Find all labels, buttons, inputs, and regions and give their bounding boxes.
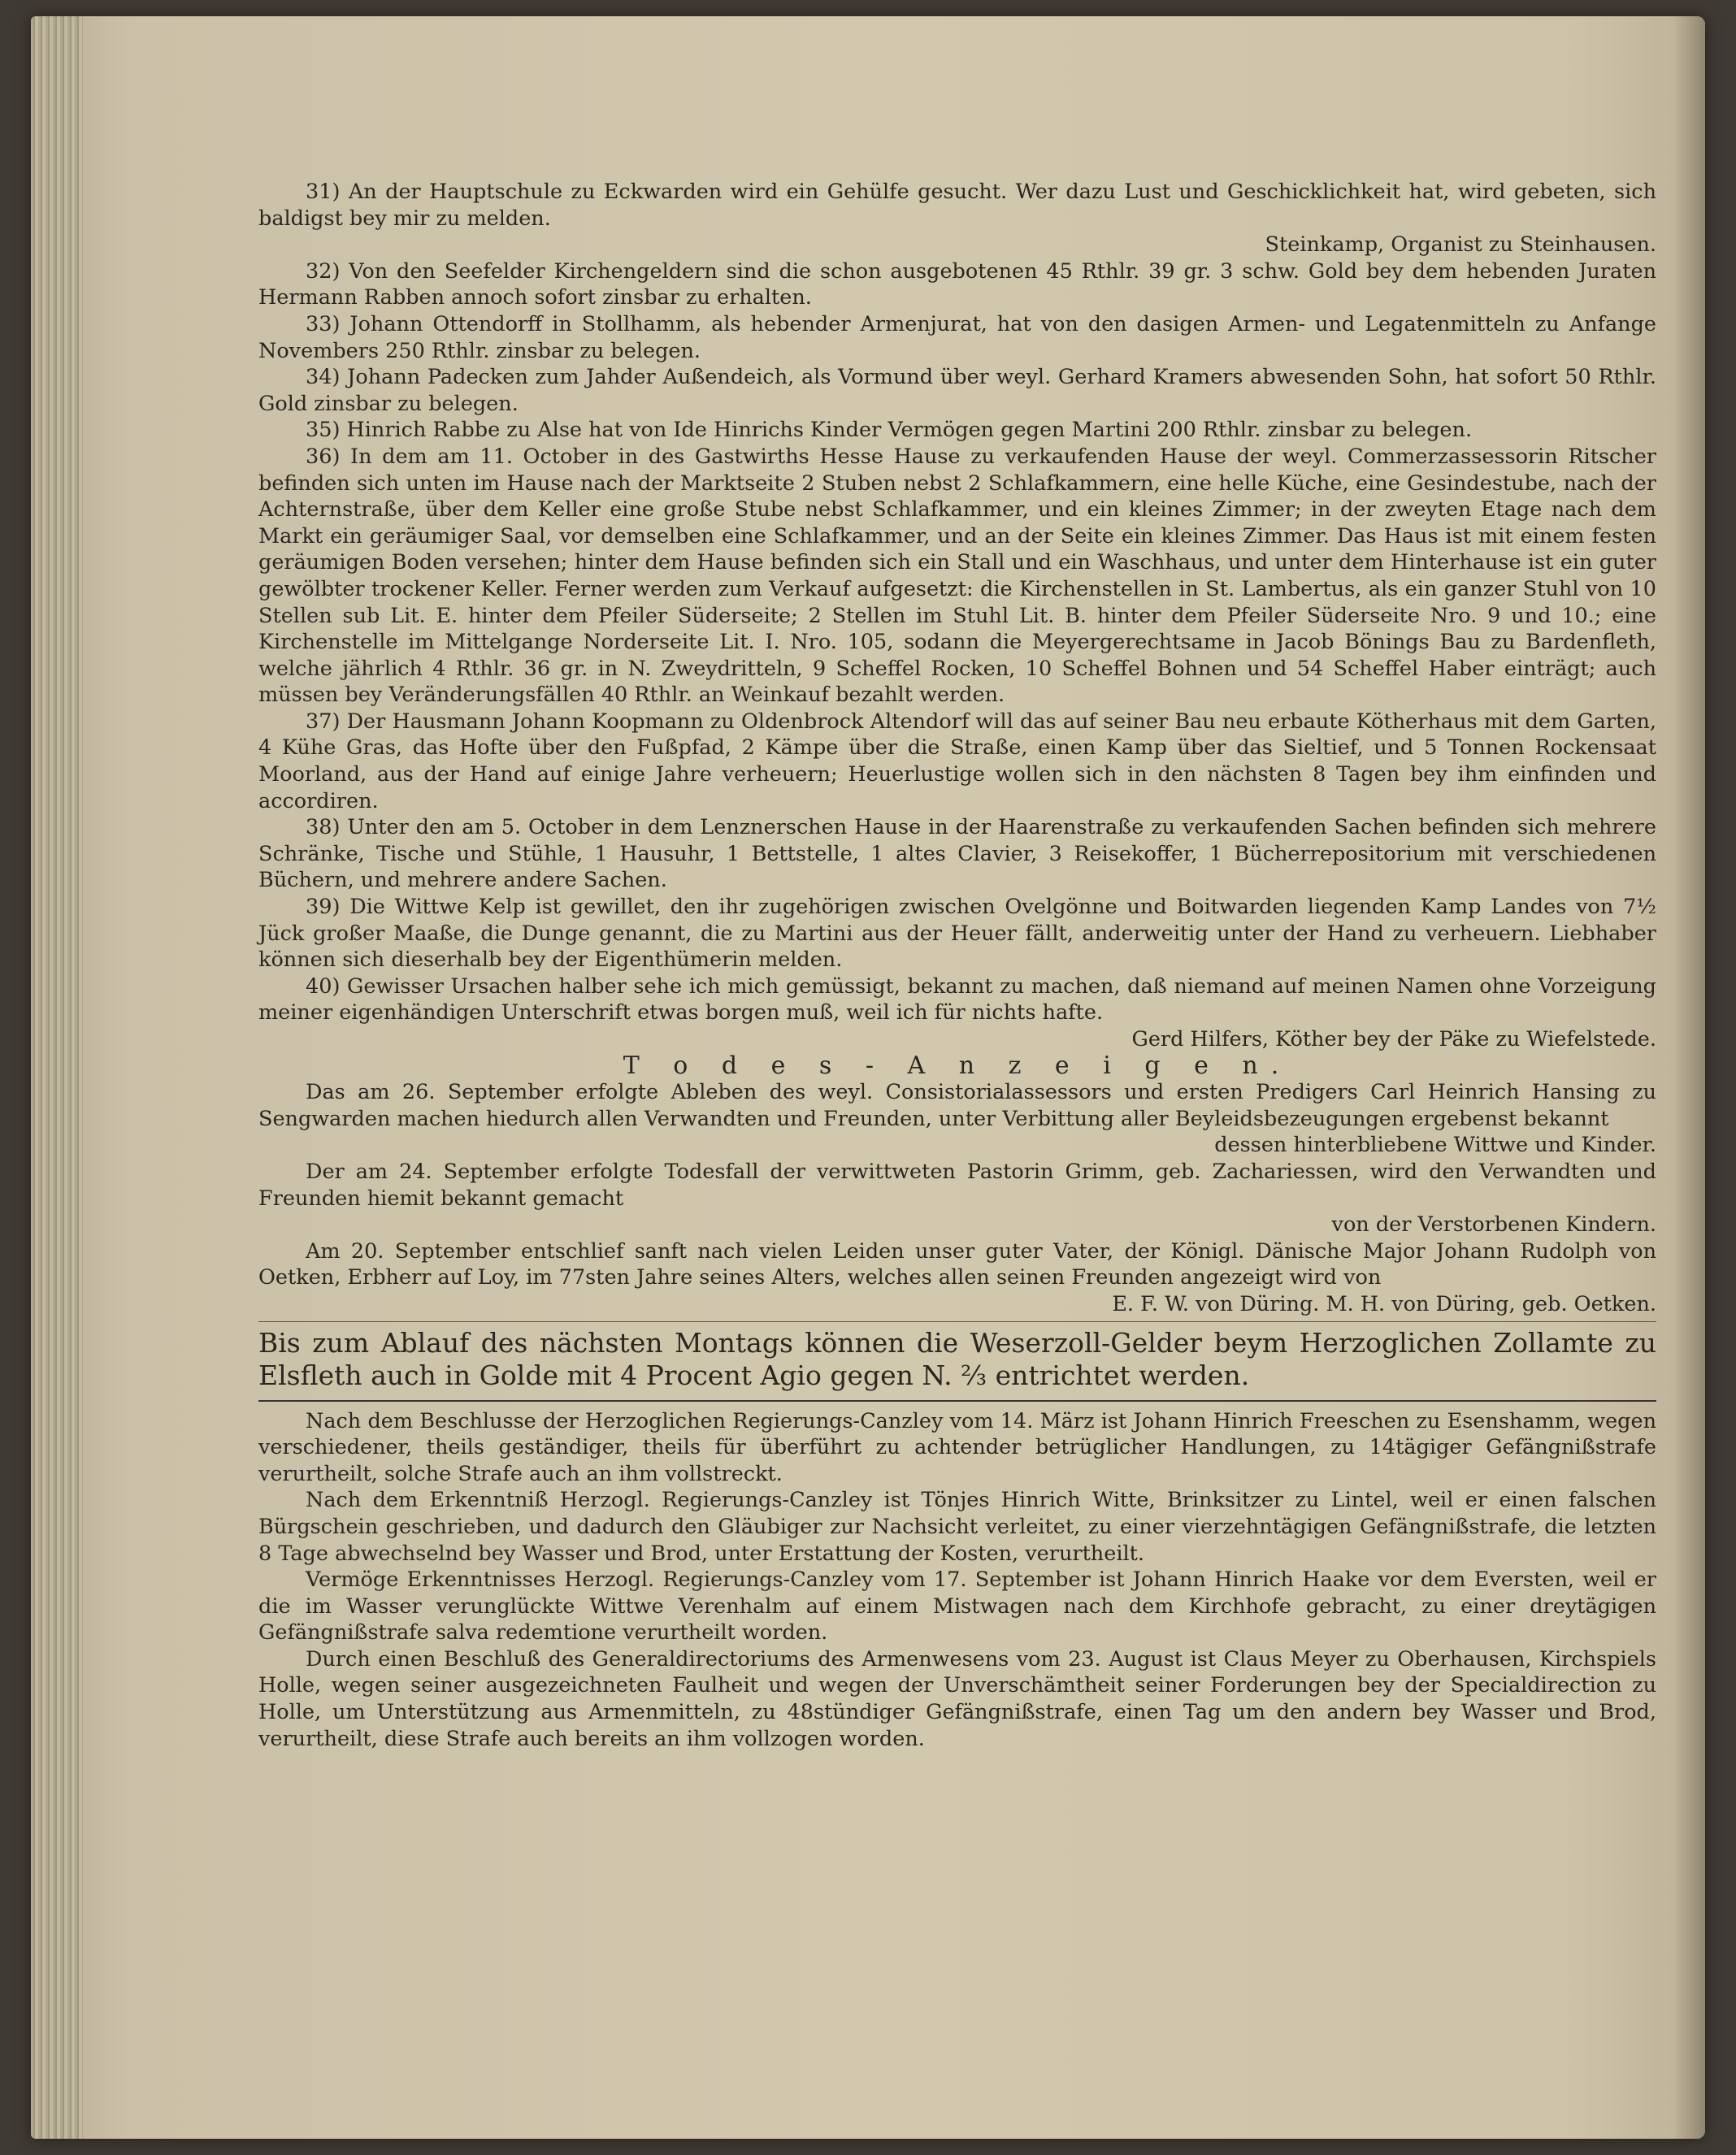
death-notice-2-signature: von der Verstorbenen Kindern.: [1331, 1212, 1656, 1238]
ad-32: 32) Von den Seefelder Kirchengeldern sind die schon ausgebotenen 45 Rthlr. 39 gr. 3 schw. Gold bey dem hebenden Juraten Hermann Rabben annoch sofort zinsbar zu erhalten.: [258, 258, 1656, 310]
toll-notice: Bis zum Ablauf des nächsten Montags können die Weserzoll-Gelder beym Herzoglichen Zollamte zu Elsfleth auch in Golde mit 4 Procent Agio gegen N. ⅔ entrichtet werden.: [258, 1326, 1656, 1391]
ad-40: 40) Gewisser Ursachen halber sehe ich mich gemüssigt, bekannt zu machen, daß niemand auf meinen Namen ohne Vorzeigung meiner eigenhändigen Unterschrift etwas borgen muß, weil ich für nichts hafte.: [258, 973, 1656, 1025]
death-notice-1: Das am 26. September erfolgte Ableben des weyl. Consistorialassessors und ersten Predigers Carl Heinrich Hansing zu Sengwarden machen hiedurch allen Verwandten und Freunden, unter Verbittung aller Beyleidsbezeugungen ergebenst bekannt: [258, 1080, 1656, 1131]
death-notice-1-signature: dessen hinterbliebene Wittwe und Kinder.: [1214, 1133, 1656, 1158]
judgment-list: [258, 1408, 1656, 1753]
book-spine: [1673, 16, 1705, 2139]
divider-thin: [258, 1321, 1656, 1322]
page-text: [258, 179, 1656, 1752]
judgment-4: Durch einen Beschluß des Generaldirectoriums des Armenwesens vom 23. August ist Claus Meyer zu Oberhausen, Kirchspiels Holle, wegen seiner ausgezeichneten Faulheit und wegen der Unverschämtheit seiner Forderungen bey der Specialdirection zu Holle, um Unterstützung aus Armenmitteln, zu 48stündiger Gefängnißstrafe, einen Tag um den andern bey Wasser und Brod, verurtheilt, diese Strafe auch bereits an ihm vollzogen worden.: [258, 1646, 1656, 1751]
ad-31: 31) An der Hauptschule zu Eckwarden wird ein Gehülfe gesucht. Wer dazu Lust und Geschicklichkeit hat, wird gebeten, sich baldigst bey mir zu melden.: [258, 180, 1656, 231]
ad-33: 33) Johann Ottendorff in Stollhamm, als hebender Armenjurat, hat von den dasigen Armen- und Legatenmitteln zu Anfange Novembers 250 Rthlr. zinsbar zu belegen.: [258, 311, 1656, 363]
death-notice-2: Der am 24. September erfolgte Todesfall der verwittweten Pastorin Grimm, geb. Zachariessen, wird den Verwandten und Freunden hiemit bekannt gemacht: [258, 1159, 1656, 1211]
ad-35: 35) Hinrich Rabbe zu Alse hat von Ide Hinrichs Kinder Vermögen gegen Martini 200 Rthlr. zinsbar zu belegen.: [306, 418, 1473, 443]
newspaper-page: [31, 16, 1705, 2139]
death-notice-list: [258, 1079, 1656, 1317]
judgment-3: Vermöge Erkenntnisses Herzogl. Regierungs-Canzley vom 17. September ist Johann Hinrich Haake vor dem Eversten, weil er die im Wasser verunglückte Wittwe Verenhalm auf einem Mistwagen nach dem Kirchhofe gebracht, zu einer dreytägigen Gefängnißstrafe salva redemtione verurtheilt worden.: [258, 1567, 1656, 1646]
judgment-2: Nach dem Erkenntniß Herzogl. Regierungs-Canzley ist Tönjes Hinrich Witte, Brinksitzer zu Lintel, weil er einen falschen Bürgschein geschrieben, und dadurch den Gläubiger zur Nachsicht verleitet, zu einer vierzehntägigen Gefängnißstrafe, die letzten 8 Tage abwechselnd bey Wasser und Brod, unter Erstattung der Kosten, verurtheilt.: [258, 1488, 1656, 1566]
divider-rule: [258, 1400, 1656, 1402]
ad-40-signature: Gerd Hilfers, Köther bey der Päke zu Wiefelstede.: [1131, 1027, 1656, 1051]
death-notice-3: Am 20. September entschlief sanft nach vielen Leiden unser guter Vater, der Königl. Dänische Major Johann Rudolph von Oetken, Erbherr auf Loy, im 77sten Jahre seines Alters, welches allen seinen Freunden angezeigt wird von: [258, 1238, 1656, 1290]
advertisement-list: [258, 179, 1656, 1053]
death-notices-heading: T o d e s - A n z e i g e n.: [623, 1051, 1292, 1080]
ad-31-signature: Steinkamp, Organist zu Steinhausen.: [1265, 232, 1656, 258]
ad-39: 39) Die Wittwe Kelp ist gewillet, den ihr zugehörigen zwischen Ovelgönne und Boitwarden liegenden Kamp Landes von 7½ Jück großer Maaße, die Dunge genannt, die zu Martini aus der Heuer fällt, anderweitig unter der Hand zu verheuern. Liebhaber können sich dieserhalb bey der Eigenthümerin melden.: [258, 895, 1656, 973]
ad-37: 37) Der Hausmann Johann Koopmann zu Oldenbrock Altendorf will das auf seiner Bau neu erbaute Kötherhaus mit dem Garten, 4 Kühe Gras, das Hofte über den Fußpfad, 2 Kämpe über die Straße, einen Kamp über das Sieltief, und 5 Tonnen Rockensaat Moorland, aus der Hand auf einige Jahre verheuern; Heuerlustige wollen sich in den nächsten 8 Tagen bey ihm einfinden und accordiren.: [258, 709, 1656, 813]
ad-38: 38) Unter den am 5. October in dem Lenznerschen Hause in der Haarenstraße zu verkaufenden Sachen befinden sich mehrere Schränke, Tische und Stühle, 1 Hausuhr, 1 Bettstelle, 1 altes Clavier, 3 Reisekoffer, 1 Bücherrepositorium mit verschiedenen Büchern, und mehrere andere Sachen.: [258, 815, 1656, 893]
ad-34: 34) Johann Padecken zum Jahder Außendeich, als Vormund über weyl. Gerhard Kramers abwesenden Sohn, hat sofort 50 Rthlr. Gold zinsbar zu belegen.: [258, 365, 1656, 416]
judgment-1: Nach dem Beschlusse der Herzoglichen Regierungs-Canzley vom 14. März ist Johann Hinrich Freeschen zu Esenshamm, wegen verschiedener, theils geständiger, theils für überführt zu achtender betrüglicher Handlungen, zu 14tägiger Gefängnißstrafe verurtheilt, solche Strafe auch an ihm vollstreckt.: [258, 1408, 1656, 1486]
death-notice-3-signature: E. F. W. von Düring. M. H. von Düring, geb. Oetken.: [1112, 1291, 1656, 1316]
ad-36: 36) In dem am 11. October in des Gastwirths Hesse Hause zu verkaufenden Hause der weyl. Commerzassessorin Ritscher befinden sich unten im Hause nach der Marktseite 2 Stuben nebst 2 Schlafkammern, eine helle Küche, eine Gesindestube, nach der Achternstraße, über dem Keller eine große Stube nebst Schlafkammer, und ein kleines Zimmer; in der zweyten Etage nach dem Markt ein geräumiger Saal, vor demselben eine Schlafkammer, und an der Seite ein kleines Zimmer. Das Haus ist mit einem festen geräumigen Boden versehen; hinter dem Hause befinden sich ein Stall und ein Waschhaus, und unter dem Hinterhause ist ein guter gewölbter trockener Keller. Ferner werden zum Verkauf aufgesetzt: die Kirchenstellen in St. Lambertus, als ein ganzer Stuhl von 10 Stellen sub Lit. E. hinter dem Pfeiler Süderseite; 2 Stellen im Stuhl Lit. B. hinter dem Pfeiler Süderseite Nro. 9 und 10.; eine Kirchenstelle im Mittelgange Norderseite Lit. I. Nro. 105, sodann die Meyergerechtsame in Jacob Bönings Bau zu Bardenfleth, welche jährlich 4 Rthlr. 36 gr. in N. Zweydritteln, 9 Scheffel Rocken, 10 Scheffel Bohnen und 54 Scheffel Haber einträgt; auch müssen bey Veränderungsfällen 40 Rthlr. an Weinkauf bezahlt werden.: [258, 444, 1656, 708]
page-edge-stack: [31, 16, 83, 2139]
